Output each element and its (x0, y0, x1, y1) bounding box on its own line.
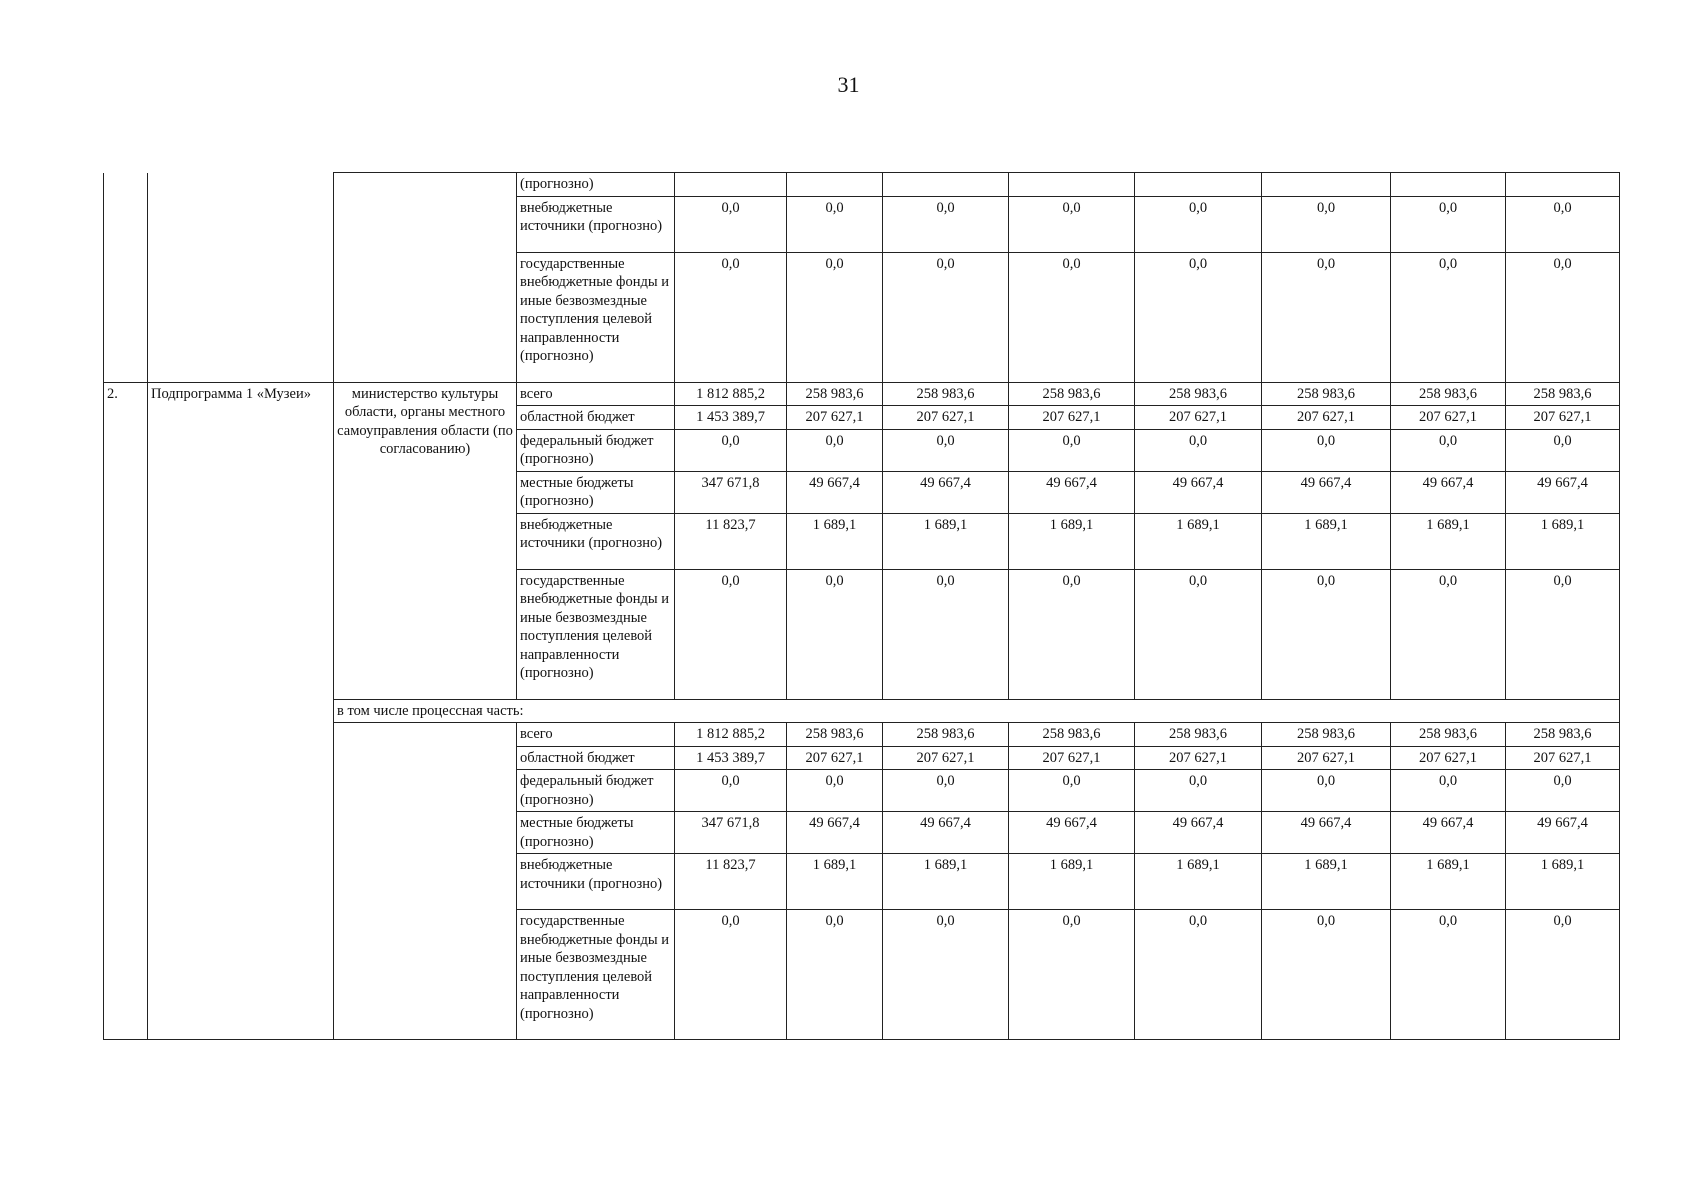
value-cell: 0,0 (675, 910, 787, 1040)
value-cell: 1 689,1 (1135, 854, 1262, 910)
value-cell: 207 627,1 (1391, 406, 1506, 430)
value-cell: 0,0 (787, 252, 883, 382)
program-executor: министерство культуры области, органы местного самоуправления области (по согласованию) (334, 382, 517, 699)
value-cell: 0,0 (1135, 429, 1262, 471)
value-cell: 0,0 (1391, 910, 1506, 1040)
source-cell: всего (517, 382, 675, 406)
value-cell: 258 983,6 (1391, 723, 1506, 747)
value-cell: 0,0 (1009, 910, 1135, 1040)
value-cell: 0,0 (1506, 252, 1620, 382)
value-cell: 49 667,4 (1262, 471, 1391, 513)
value-cell: 0,0 (787, 770, 883, 812)
value-cell: 0,0 (1262, 770, 1391, 812)
source-cell: внебюджетные источники (прогнозно) (517, 196, 675, 252)
value-cell (1391, 173, 1506, 197)
value-cell (1262, 173, 1391, 197)
value-cell: 258 983,6 (1135, 723, 1262, 747)
source-cell: (прогнозно) (517, 173, 675, 197)
value-cell: 0,0 (675, 569, 787, 699)
value-cell: 258 983,6 (1391, 382, 1506, 406)
value-cell: 258 983,6 (1506, 382, 1620, 406)
source-cell: федеральный бюджет (прогнозно) (517, 429, 675, 471)
value-cell: 49 667,4 (1391, 812, 1506, 854)
value-cell: 207 627,1 (1391, 746, 1506, 770)
value-cell: 207 627,1 (1009, 746, 1135, 770)
value-cell: 1 812 885,2 (675, 723, 787, 747)
value-cell: 258 983,6 (883, 382, 1009, 406)
value-cell: 11 823,7 (675, 513, 787, 569)
value-cell: 0,0 (883, 196, 1009, 252)
value-cell: 1 689,1 (1009, 513, 1135, 569)
value-cell: 49 667,4 (883, 471, 1009, 513)
value-cell: 207 627,1 (883, 406, 1009, 430)
value-cell: 347 671,8 (675, 471, 787, 513)
value-cell: 0,0 (1262, 252, 1391, 382)
value-cell: 0,0 (1262, 910, 1391, 1040)
value-cell: 0,0 (1506, 770, 1620, 812)
value-cell: 207 627,1 (1135, 746, 1262, 770)
value-cell: 207 627,1 (1135, 406, 1262, 430)
value-cell: 0,0 (883, 770, 1009, 812)
source-cell: местные бюджеты (прогнозно) (517, 471, 675, 513)
value-cell: 258 983,6 (787, 382, 883, 406)
value-cell: 1 689,1 (1262, 854, 1391, 910)
value-cell: 0,0 (1009, 569, 1135, 699)
page-number: 31 (837, 72, 860, 97)
process-executor-cell (334, 723, 517, 1040)
value-cell: 0,0 (883, 252, 1009, 382)
value-cell: 0,0 (1009, 196, 1135, 252)
value-cell: 258 983,6 (1262, 382, 1391, 406)
value-cell: 258 983,6 (1135, 382, 1262, 406)
source-cell: государственные внебюджетные фонды и иные безвозмездные поступления целевой направленности (прогнозно) (517, 252, 675, 382)
program-name: Подпрограмма 1 «Музеи» (148, 382, 334, 1040)
name-cell (148, 173, 334, 383)
value-cell: 258 983,6 (1009, 723, 1135, 747)
source-cell: областной бюджет (517, 406, 675, 430)
value-cell: 0,0 (1506, 429, 1620, 471)
value-cell: 1 689,1 (787, 854, 883, 910)
table-row (104, 382, 1620, 406)
value-cell: 0,0 (787, 569, 883, 699)
value-cell: 49 667,4 (1391, 471, 1506, 513)
value-cell: 258 983,6 (883, 723, 1009, 747)
number-cell (104, 173, 148, 383)
value-cell: 49 667,4 (1135, 812, 1262, 854)
value-cell: 49 667,4 (787, 812, 883, 854)
value-cell: 258 983,6 (1506, 723, 1620, 747)
value-cell (883, 173, 1009, 197)
value-cell: 207 627,1 (1506, 406, 1620, 430)
value-cell: 1 689,1 (1391, 854, 1506, 910)
value-cell: 207 627,1 (1262, 406, 1391, 430)
value-cell: 207 627,1 (1009, 406, 1135, 430)
value-cell: 49 667,4 (1506, 471, 1620, 513)
value-cell: 207 627,1 (1262, 746, 1391, 770)
process-label: в том числе процессная часть: (334, 699, 1620, 723)
value-cell: 1 689,1 (787, 513, 883, 569)
value-cell: 1 689,1 (883, 854, 1009, 910)
value-cell: 0,0 (883, 910, 1009, 1040)
value-cell: 258 983,6 (1009, 382, 1135, 406)
value-cell: 0,0 (675, 429, 787, 471)
value-cell: 49 667,4 (1009, 812, 1135, 854)
value-cell: 207 627,1 (787, 406, 883, 430)
source-cell: внебюджетные источники (прогнозно) (517, 854, 675, 910)
value-cell: 0,0 (1506, 910, 1620, 1040)
value-cell: 1 689,1 (1391, 513, 1506, 569)
value-cell: 0,0 (1262, 569, 1391, 699)
value-cell: 1 689,1 (1135, 513, 1262, 569)
value-cell: 1 689,1 (1506, 854, 1620, 910)
value-cell: 0,0 (1009, 429, 1135, 471)
value-cell (1506, 173, 1620, 197)
value-cell: 0,0 (1391, 770, 1506, 812)
source-cell: областной бюджет (517, 746, 675, 770)
executor-cell (334, 173, 517, 383)
value-cell: 258 983,6 (1262, 723, 1391, 747)
value-cell: 0,0 (1391, 252, 1506, 382)
value-cell: 1 689,1 (883, 513, 1009, 569)
value-cell: 0,0 (675, 252, 787, 382)
value-cell: 49 667,4 (883, 812, 1009, 854)
value-cell: 0,0 (675, 196, 787, 252)
value-cell: 0,0 (1135, 910, 1262, 1040)
value-cell: 0,0 (1135, 252, 1262, 382)
value-cell: 0,0 (787, 910, 883, 1040)
value-cell: 1 689,1 (1262, 513, 1391, 569)
budget-table (103, 172, 1620, 1040)
value-cell: 0,0 (787, 429, 883, 471)
value-cell: 0,0 (675, 770, 787, 812)
value-cell: 207 627,1 (1506, 746, 1620, 770)
value-cell: 49 667,4 (1506, 812, 1620, 854)
value-cell: 49 667,4 (787, 471, 883, 513)
value-cell: 0,0 (1262, 196, 1391, 252)
source-cell: государственные внебюджетные фонды и иные безвозмездные поступления целевой направленности (прогнозно) (517, 910, 675, 1040)
value-cell: 1 453 389,7 (675, 406, 787, 430)
value-cell (1009, 173, 1135, 197)
value-cell: 1 812 885,2 (675, 382, 787, 406)
value-cell: 0,0 (1009, 770, 1135, 812)
value-cell: 0,0 (1135, 770, 1262, 812)
value-cell: 207 627,1 (787, 746, 883, 770)
value-cell (675, 173, 787, 197)
value-cell (1135, 173, 1262, 197)
value-cell: 0,0 (1391, 196, 1506, 252)
value-cell: 0,0 (1391, 569, 1506, 699)
value-cell: 347 671,8 (675, 812, 787, 854)
value-cell: 1 453 389,7 (675, 746, 787, 770)
value-cell: 0,0 (1135, 569, 1262, 699)
value-cell: 207 627,1 (883, 746, 1009, 770)
value-cell: 0,0 (1135, 196, 1262, 252)
value-cell: 0,0 (1506, 196, 1620, 252)
value-cell: 0,0 (1391, 429, 1506, 471)
table-row (104, 173, 1620, 197)
value-cell: 258 983,6 (787, 723, 883, 747)
value-cell: 0,0 (883, 569, 1009, 699)
program-number: 2. (104, 382, 148, 1040)
value-cell: 0,0 (1262, 429, 1391, 471)
value-cell: 49 667,4 (1135, 471, 1262, 513)
source-cell: государственные внебюджетные фонды и иные безвозмездные поступления целевой направленности (прогнозно) (517, 569, 675, 699)
value-cell: 0,0 (1009, 252, 1135, 382)
value-cell: 0,0 (1506, 569, 1620, 699)
value-cell: 1 689,1 (1009, 854, 1135, 910)
source-cell: местные бюджеты (прогнозно) (517, 812, 675, 854)
value-cell: 0,0 (787, 196, 883, 252)
value-cell: 0,0 (883, 429, 1009, 471)
value-cell: 49 667,4 (1009, 471, 1135, 513)
value-cell: 49 667,4 (1262, 812, 1391, 854)
value-cell: 1 689,1 (1506, 513, 1620, 569)
source-cell: внебюджетные источники (прогнозно) (517, 513, 675, 569)
value-cell (787, 173, 883, 197)
source-cell: федеральный бюджет (прогнозно) (517, 770, 675, 812)
value-cell: 11 823,7 (675, 854, 787, 910)
source-cell: всего (517, 723, 675, 747)
